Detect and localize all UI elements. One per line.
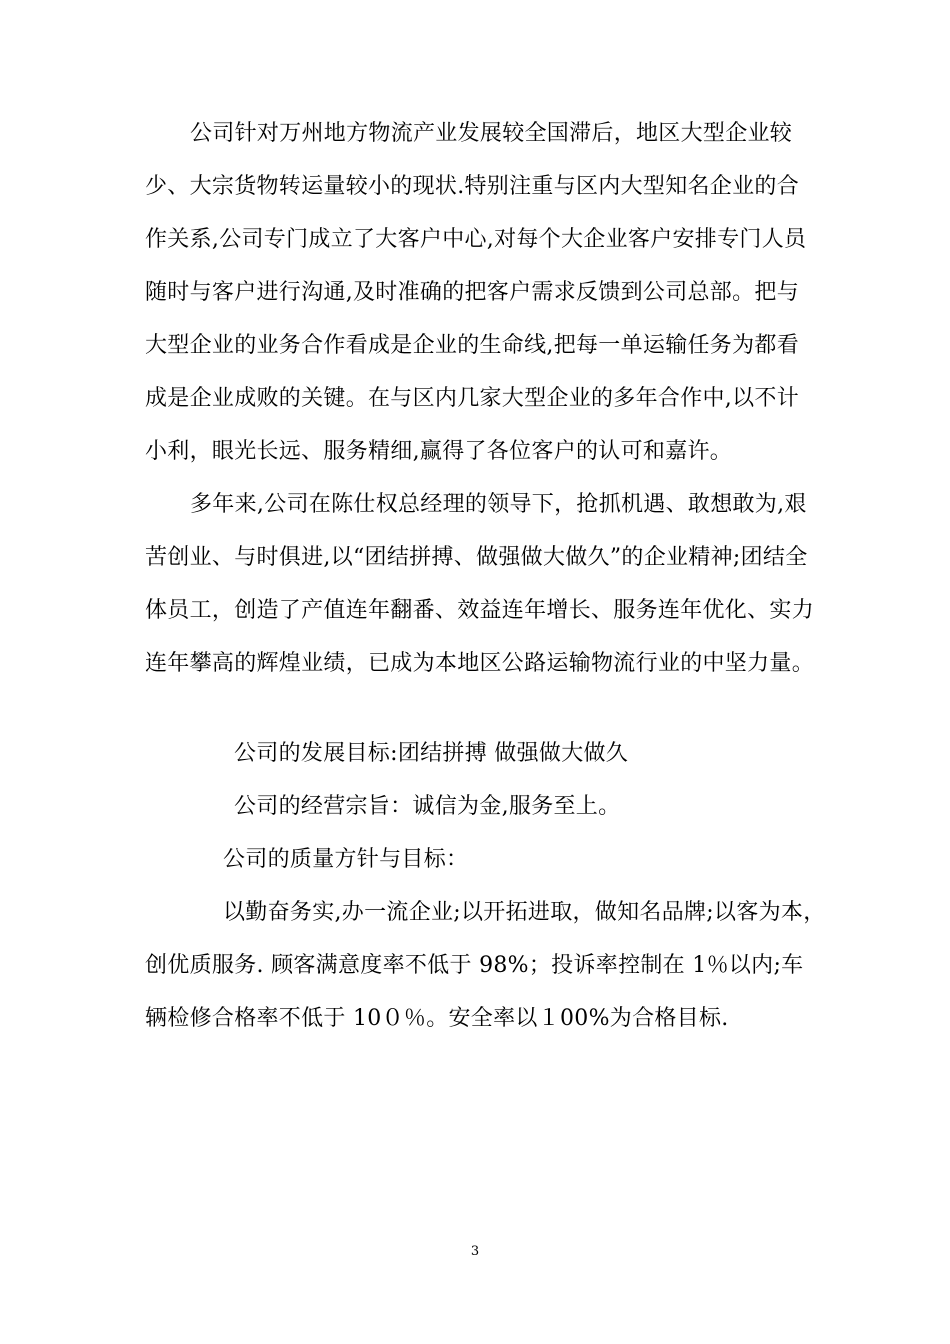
paragraph-3-line-1: 以勤奋务实,办一流企业;以开拓进取，做知名品牌;以客为本， <box>223 900 826 925</box>
paragraph-1-line-1: 公司针对万州地方物流产业发展较全国滞后，地区大型企业较 <box>190 121 793 146</box>
business-tenet: 公司的经营宗旨：诚信为金,服务至上。 <box>234 794 621 819</box>
paragraph-2-line-4: 连年攀高的辉煌业绩，已成为本地区公路运输物流行业的中坚力量。 <box>145 651 815 676</box>
paragraph-3-line-3: 辆检修合格率不低于 10０％。安全率以１00%为合格目标. <box>145 1006 729 1031</box>
paragraph-1-line-3: 作关系,公司专门成立了大客户中心,对每个大企业客户安排专门人员 <box>145 227 807 252</box>
quality-policy-heading: 公司的质量方针与目标： <box>223 847 469 872</box>
paragraph-1-line-2: 少、大宗货物转运量较小的现状.特别注重与区内大型知名企业的合 <box>145 174 799 199</box>
paragraph-2-line-1: 多年来,公司在陈仕权总经理的领导下，抢抓机遇、敢想敢为,艰 <box>190 492 807 517</box>
paragraph-3-line-2: 创优质服务. 顾客满意度率不低于 98%；投诉率控制在 1％以内;车 <box>145 953 804 978</box>
paragraph-1-line-6: 成是企业成败的关键。在与区内几家大型企业的多年合作中,以不计 <box>145 386 799 411</box>
paragraph-1-line-4: 随时与客户进行沟通,及时准确的把客户需求反馈到公司总部。把与 <box>145 280 799 305</box>
development-goal: 公司的发展目标:团结拼搏 做强做大做久 <box>234 741 629 766</box>
page-number: 3 <box>470 1244 480 1259</box>
paragraph-2-line-3: 体员工，创造了产值连年翻番、效益连年增长、服务连年优化、实力 <box>145 598 815 623</box>
paragraph-2-line-2: 苦创业、与时俱进,以“团结拼搏、做强做大做久”的企业精神;团结全 <box>145 545 808 570</box>
paragraph-1-line-5: 大型企业的业务合作看成是企业的生命线,把每一单运输任务为都看 <box>145 333 799 358</box>
paragraph-1-line-7: 小利，眼光长远、服务精细,赢得了各位客户的认可和嘉许。 <box>145 439 733 464</box>
